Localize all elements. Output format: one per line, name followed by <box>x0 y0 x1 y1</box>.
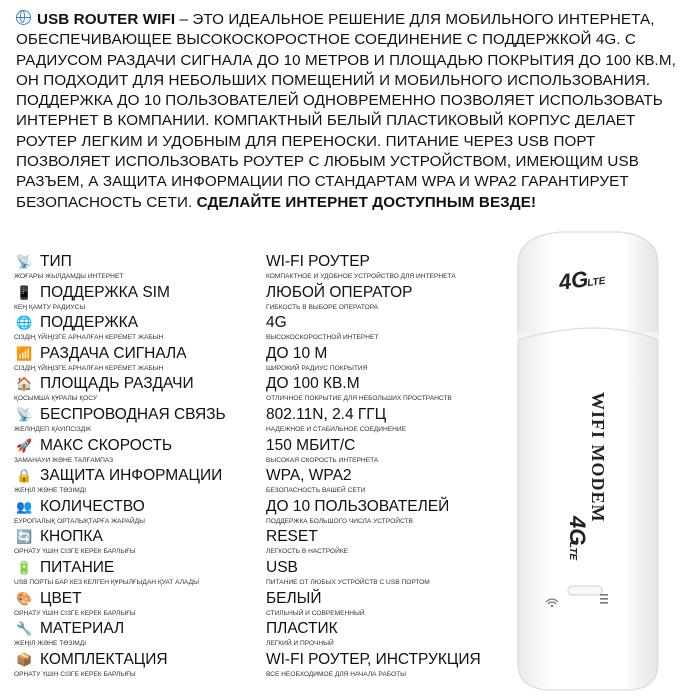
spec-value: 4G <box>266 314 287 332</box>
house-icon: 🏠 <box>16 376 33 392</box>
spec-name: МАКС СКОРОСТЬ <box>40 436 173 454</box>
rocket-icon: 🚀 <box>16 437 33 453</box>
spec-value: WI-FI РОУТЕР <box>266 253 370 270</box>
spec-name: ПОДДЕРЖКА <box>40 314 139 332</box>
spec-row <box>14 344 490 375</box>
intro-lead: USB ROUTER WIFI <box>37 11 176 28</box>
spec-value-note: ОТЛИЧНОЕ ПОКРЫТИЕ ДЛЯ НЕБОЛЬШИХ ПРОСТРАНСТВ <box>266 395 452 403</box>
spec-value-note: ЛЕГКОСТЬ В НАСТРОЙКЕ <box>266 548 349 556</box>
spec-value-note: ШИРОКИЙ РАДИУС ПОКРЫТИЯ <box>266 364 368 372</box>
palette-icon: 🎨 <box>16 590 33 606</box>
intro-cta: СДЕЛАЙТЕ ИНТЕРНЕТ ДОСТУПНЫМ ВЕЗДЕ! <box>196 193 537 211</box>
spec-name: КОМПЛЕКТАЦИЯ <box>40 650 168 668</box>
spec-row <box>14 405 490 436</box>
spec-row <box>14 497 490 528</box>
body-logo-lte: LTE <box>567 542 578 561</box>
spec-name: ТИП <box>40 253 72 270</box>
modem-body <box>518 328 658 690</box>
lock-icon: 🔒 <box>16 468 33 484</box>
spec-row <box>14 527 490 558</box>
users-icon: 👥 <box>16 498 33 514</box>
spec-row <box>14 436 490 467</box>
phone-icon: 📱 <box>16 284 33 300</box>
spec-subtitle-kz: ЖЕЛІНДЕГІ ҚАУІПСІЗДІК <box>14 425 91 433</box>
usb-modem-image <box>500 224 680 694</box>
spec-name: МАТЕРИАЛ <box>40 620 125 638</box>
satellite-icon: 📡 <box>16 254 33 269</box>
spec-value: RESET <box>266 528 318 546</box>
spec-name: КОЛИЧЕСТВО <box>40 497 145 515</box>
spec-subtitle-kz: ОРНАТУ ҮШІН СІЗГЕ КЕРЕК БАРЛЫҒЫ <box>14 670 136 678</box>
refresh-icon: 🔄 <box>16 529 33 545</box>
spec-subtitle-kz: ҚОСЫМША ҚҰРАЛЫ ҚОСУ <box>14 395 98 403</box>
spec-list <box>14 252 490 680</box>
spec-value: ПЛАСТИК <box>266 620 338 638</box>
spec-value-note: КОМПАКТНОЕ И УДОБНОЕ УСТРОЙСТВО ДЛЯ ИНТЕРНЕТА <box>266 273 456 280</box>
spec-subtitle-kz: ЗАМАНАУИ ЖӘНЕ ТАЛҒАМПАЗ <box>14 456 114 464</box>
spec-name: ЦВЕТ <box>40 589 82 607</box>
spec-value: ДО 10 ПОЛЬЗОВАТЕЛЕЙ <box>266 497 450 515</box>
spec-value: 150 МБИТ/С <box>266 436 356 454</box>
spec-value: ДО 10 М <box>266 344 328 362</box>
spec-row <box>14 589 490 620</box>
signal-icon: 📶 <box>16 345 33 361</box>
spec-name: ПИТАНИЕ <box>40 558 115 576</box>
cap-logo-lte: LTE <box>586 275 607 290</box>
cap-logo-4g: 4G <box>557 266 590 295</box>
spec-subtitle-kz: ЖЕҢІЛ ЖӘНЕ ТӨЗІМДІ <box>14 487 87 495</box>
spec-subtitle-kz: ЖЕҢІЛ ЖӘНЕ ТӨЗІМДІ <box>14 640 87 648</box>
spec-name: БЕСПРОВОДНАЯ СВЯЗЬ <box>40 405 226 423</box>
spec-subtitle-kz: USB ПОРТЫ БАР КЕЗ КЕЛГЕН ҚҰРЫЛҒЫДАН ҚУАТ АЛАДЫ <box>14 578 199 586</box>
spec-value-note: ВЫСОКАЯ СКОРОСТЬ ИНТЕРНЕТА <box>266 456 379 464</box>
spec-value-note: ВЫСОКОСКОРОСТНОЙ ИНТЕРНЕТ <box>266 334 379 342</box>
spec-value: ДО 100 КВ.М <box>266 375 360 393</box>
spec-value-note: ВСЕ НЕОБХОДИМОЕ ДЛЯ НАЧАЛА РАБОТЫ <box>266 670 406 678</box>
globe-icon <box>16 10 31 25</box>
spec-row <box>14 650 490 681</box>
battery-icon: 🔋 <box>16 559 33 575</box>
signal-indicator-icon <box>600 594 608 604</box>
spec-name: РАЗДАЧА СИГНАЛА <box>40 344 187 362</box>
globe-icon: 🌐 <box>16 315 33 331</box>
spec-value: WPA, WPA2 <box>266 467 352 485</box>
spec-value-note: СТИЛЬНЫЙ И СОВРЕМЕННЫЙ <box>266 609 365 617</box>
spec-value-note: НАДЕЖНОЕ И СТАБИЛЬНОЕ СОЕДИНЕНИЕ <box>266 425 407 433</box>
wrench-icon: 🔧 <box>16 621 33 637</box>
spec-value: ЛЮБОЙ ОПЕРАТОР <box>266 283 413 301</box>
spec-value-note: ГИБКОСТЬ В ВЫБОРЕ ОПЕРАТОРА <box>266 303 379 311</box>
spec-subtitle-kz: ОРНАТУ ҮШІН СІЗГЕ КЕРЕК БАРЛЫҒЫ <box>14 548 136 556</box>
spec-value-note: БЕЗОПАСНОСТЬ ВАШЕЙ СЕТИ <box>266 487 366 495</box>
spec-row <box>14 313 490 344</box>
spec-name: ЗАЩИТА ИНФОРМАЦИИ <box>40 467 223 485</box>
antenna-icon: 📡 <box>16 406 33 422</box>
body-logo-4g: 4G <box>565 516 590 546</box>
spec-row <box>14 283 490 314</box>
spec-value: USB <box>266 558 298 576</box>
spec-value: WI-FI РОУТЕР, ИНСТРУКЦИЯ <box>266 650 481 668</box>
spec-subtitle-kz: ОРНАТУ ҮШІН СІЗГЕ КЕРЕК БАРЛЫҒЫ <box>14 609 136 617</box>
intro-paragraph <box>16 10 692 213</box>
spec-subtitle-kz: КЕҢ ҚАМТУ РАДИУСЫ <box>14 303 86 311</box>
spec-name: ПОДДЕРЖКА SIM <box>40 283 170 301</box>
spec-name: ПЛОЩАДЬ РАЗДАЧИ <box>40 375 194 393</box>
spec-subtitle-kz: ЕУРОПАЛЫҚ ОРТАЛЫҚТАРҒА ЖАРАЙДЫ <box>14 517 145 525</box>
spec-value-note: ЛЕГКИЙ И ПРОЧНЫЙ <box>266 640 334 648</box>
spec-value-note: ПОДДЕРЖКА БОЛЬШОГО ЧИСЛА УСТРОЙСТВ <box>266 517 413 525</box>
spec-name: КНОПКА <box>40 528 103 546</box>
spec-value-note: ПИТАНИЕ ОТ ЛЮБЫХ УСТРОЙСТВ С USB ПОРТОМ <box>266 578 430 586</box>
intro-body: – ЭТО ИДЕАЛЬНОЕ РЕШЕНИЕ ДЛЯ МОБИЛЬНОГО ИНТЕРНЕТА, ОБЕСПЕЧИВАЮЩЕЕ ВЫСОКОСКОРОСТНОЕ СОЕДИНЕНИЕ С ПОДДЕРЖКОЙ 4G. С РАДИУСОМ РАЗДАЧИ СИГНАЛА ДО 10 МЕТРОВ И ПЛОЩАДЬЮ ПОКРЫТИЯ ДО 100 КВ.М, ОН ПОДХОДИТ ДЛЯ НЕБОЛЬШИХ ПОМЕЩЕНИЙ И МОБИЛЬНОГО ИСПОЛЬЗОВАНИЯ. ПОДДЕРЖКА ДО 10 ПОЛЬЗОВАТЕЛЕЙ ОДНОВРЕМЕННО ПОЗВОЛЯЕТ ИСПОЛЬЗОВАТЬ ИНТЕРНЕТ В КОМПАНИИ. КОМПАКТНЫЙ БЕЛЫЙ ПЛАСТИКОВЫЙ КОРПУС ДЕЛАЕТ РОУТЕР ЛЕГКИМ И УДОБНЫМ ДЛЯ ПЕРЕНОСКИ. ПИТАНИЕ ЧЕРЕЗ USB ПОРТ ПОЗВОЛЯЕТ ИСПОЛЬЗОВАТЬ РОУТЕР С ЛЮБЫМ УСТРОЙСТВОМ, ИМЕЮЩИМ USB РАЗЪЕМ, А ЗАЩИТА ИНФОРМАЦИИ ПО СТАНДАРТАМ WPA И WPA2 ГАРАНТИРУЕТ БЕЗОПАСНОСТЬ СЕТИ. <box>16 11 676 211</box>
spec-row <box>14 619 490 650</box>
spec-row <box>14 558 490 589</box>
spec-value: БЕЛЫЙ <box>266 589 322 607</box>
body-text <box>588 392 608 523</box>
spec-subtitle-kz: СІЗДІҢ ҮЙІҢІЗГЕ АРНАЛҒАН КЕРЕМЕТ ЖАБЫН <box>14 334 164 342</box>
spec-subtitle-kz: СІЗДІҢ ҮЙІҢІЗГЕ АРНАЛҒАН КЕРЕМЕТ ЖАБЫН <box>14 364 164 372</box>
spec-row <box>14 466 490 497</box>
model-text: WIFI MODEM <box>588 392 608 523</box>
spec-row <box>14 252 490 283</box>
package-icon: 📦 <box>16 651 33 667</box>
spec-subtitle-kz: ЖОҒАРЫ ЖЫЛДАМДЫ ИНТЕРНЕТ <box>14 273 124 280</box>
spec-value: 802.11N, 2.4 ГГЦ <box>266 405 387 423</box>
spec-row <box>14 374 490 405</box>
led-indicator <box>568 586 602 595</box>
